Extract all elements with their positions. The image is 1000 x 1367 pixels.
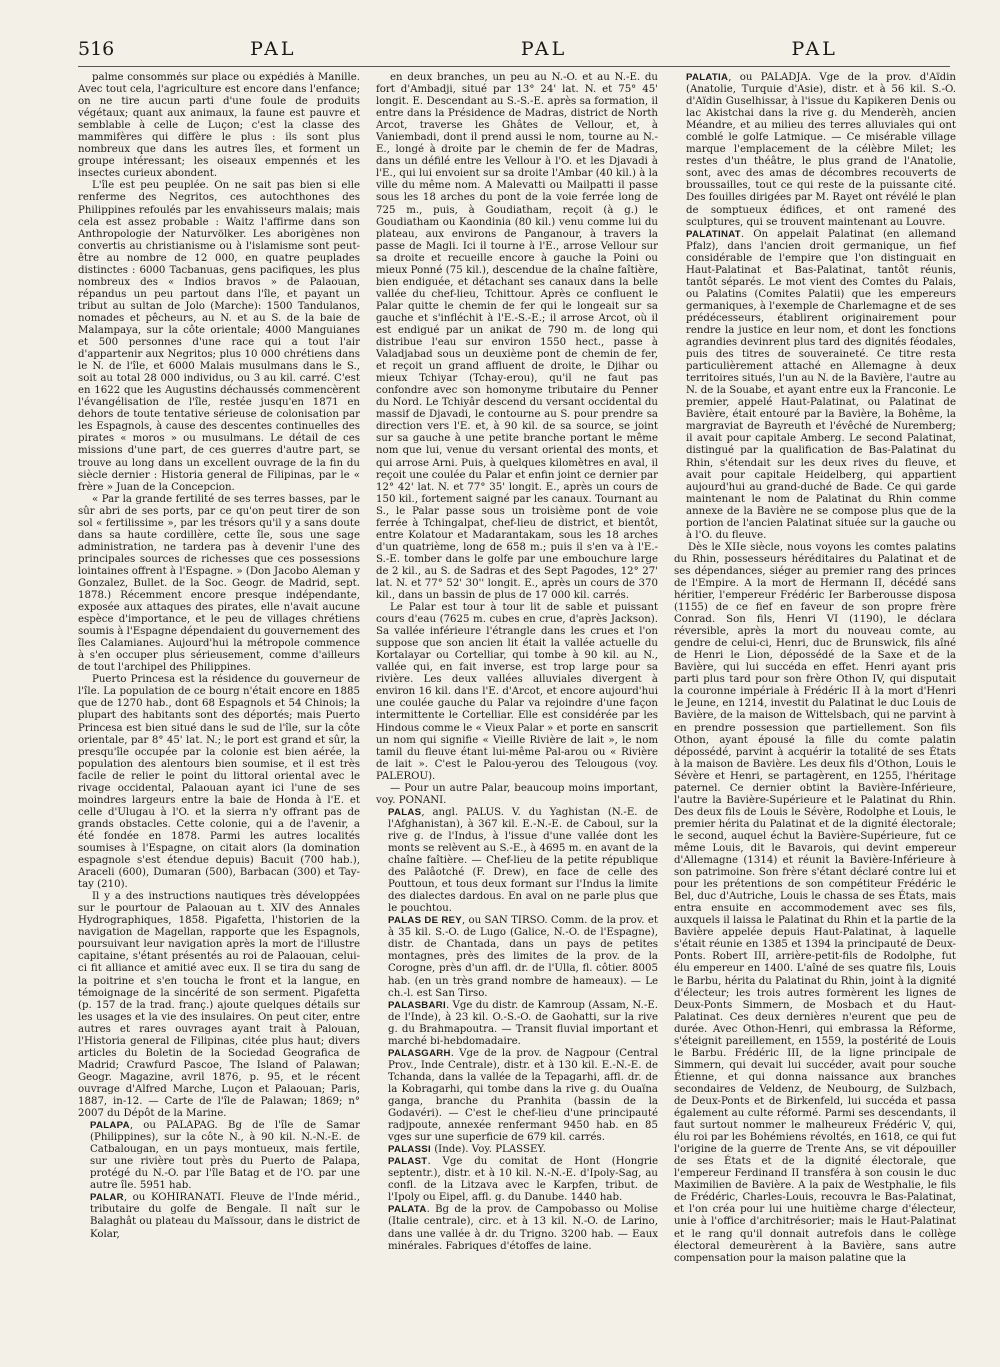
dictionary-entry	[78, 1120, 360, 1192]
dictionary-entry	[674, 72, 956, 229]
text-columns	[78, 72, 956, 1347]
entry-text: , angl. PALUS. V. du Yaghistan (N.-E. de l'Afghanistan), à 367 kil. E.-N.-E. de Caboul, sur la rive g. de l'Indus, à l'issue d'une vallée dont les monts se relèvent au S.-E., à 4695 m. en avant de la chaîne faîtière. — Chef-lieu de la petite république des Palâotché (F. Drew), en face de celle des Pouttoun, et tous deux formant sur l'Indus la limite des dialectes dardous. En aval on ne parle plus que le pouchtou.	[388, 806, 658, 915]
entry-term: PALASGARH	[388, 1047, 451, 1059]
running-head-left: PAL	[250, 38, 297, 60]
body-paragraph: L'île est peu peuplée. On ne sait pas bien si elle renferme des Negritos, ces autochthones des Philippines refoulés par les envahisseurs malais; mais cela est assez probable : Waitz l'affirme dans son Anthropologie der Naturvölker. Les aborigènes non convertis au christianisme ou à l'islamisme sont peut-être au nombre de 12 000, en quatre peuplades distinctes : 6000 Tacbanuas, gens pacifiques, les plus nombreux des « Indios bravos » de Palaouan, répandus un peu partout dans l'île, et payant un tribut au sultan de Jolo (Marche): 1500 Tandulanos, nomades et pêcheurs, au N. et au S. de la baie de Malampaya, sur la côte orientale; 4000 Manguianes et 500 personnes d'une race qui a tout l'air d'appartenir aux Negritos; plus 10 000 chrétiens dans le N. de l'île, et 6000 Malais musulmans dans le S., soit au total 28 000 individus, ou 3 au kil. carré. C'est en 1622 que les Augustins déchaussés commencèrent l'évangélisation de l'île, restée jusqu'en 1871 en dehors de toute tentative sérieuse de colonisation par les Espagnols, à cause des descentes continuelles des pirates « moros » ou musulmans. Le détail de ces missions d'une part, de ces guerres d'autre part, se trouve au long dans un excellent ouvrage de la fin du siècle dernier : Historia general de Filipinas, par le « frère » Juan de la Concepcion.	[78, 180, 360, 493]
dictionary-entry	[376, 807, 658, 915]
entry-term: PALATINAT	[686, 228, 741, 240]
entry-term: PALAST	[388, 1156, 428, 1168]
body-paragraph: Le Palar est tour à tour lit de sable et puissant cours d'eau (7625 m. cubes en crue, d'après Jackson). Sa vallée inférieure l'étrangle dans les crues et l'on suppose que son ancien lit était la vallée actuelle du Kortalayar ou Cortelliar, qui tombe à 90 kil. au N., vallée qui, en fait inverse, est trop large pour sa rivière. Les deux vallées alluviales divergent à environ 16 kil. dans l'E. d'Arcot, et encore aujourd'hui une coulée gauche du Palar va rejoindre d'une façon intermittente le Cortelliar. Elle est considérée par les Hindous comme le « Vieux Palar » et porte en sanscrit un nom qui signifie « Vieille Rivière de lait », le nom tamil du fleuve étant lui-même Pal-arou ou « Rivière de lait ». C'est le Palou-yerou des Telougous (voy. PALEROU).	[376, 602, 658, 782]
entry-text: , ou SAN TIRSO. Comm. de la prov. et à 35 kil. S.-O. de Lugo (Galice, N.-O. de l'Espagne), distr. de Chantada, dans un pays de petites montagnes, près des limites de la prov. de la Corogne, près d'un affl. dr. de l'Ulla, fl. côtier. 8005 hab. (en un très grand nombre de hameaux). — Le ch.-l. est San Tirso.	[388, 915, 658, 999]
entry-text: , ou PALAPAG. Bg de l'île de Samar (Philippines), sur la côte N., à 90 kil. N.-N.-E. de Catbalougan, en un pays montueux, mais fertile, sur une rivière tout près du Puerto de Palapa, protégé du N.-O. par l'île Batag et de l'O. par une autre île. 5951 hab.	[90, 1120, 360, 1192]
entry-text: (Inde). Voy. PLASSEY.	[430, 1144, 547, 1156]
body-paragraph: « Par la grande fertilité de ses terres basses, par le sûr abri de ses ports, par ce qu'on peut tirer de son sol « fertilissime », par les trésors qu'il y a sans doute dans sa haute cordillère, cette île, sous une sage administration, ne tardera pas à devenir l'une des principales sources de richesses que ces possessions lointaines offrent à l'Espagne. » (Don Jacobo Aleman y Gonzalez, Bullet. de la Soc. Geogr. de Madrid, sept. 1878.) Récemment encore presque indépendante, exposée aux attaques des pirates, elle n'avait aucune espèce d'importance, et le peu de villages chrétiens soumis à l'Espagne dépendaient du gouvernement des îles Calamianes. Aujourd'hui la métropole commence à s'en occuper plus sérieusement, comme d'ailleurs de tout l'archipel des Philippines.	[78, 493, 360, 674]
entry-term: PALASBARI	[388, 999, 446, 1011]
header-rule	[78, 66, 950, 67]
dictionary-entry	[78, 1192, 360, 1240]
entry-text: . Vge de la prov. de Nagpour (Central Prov., Inde Centrale), distr. et à 130 kil. E.-N.-E. de Tchanda, dans la vallée de la Tepagarhi, affl. dr. de la Kobragarhi, qui tombe dans la rive g. du Ouaïna ganga, branche du Pranhita (bassin de la Godavéri). — C'est le chef-lieu d'une principauté radjpoute, annexée renfermant 9450 hab. en 85 vges sur une superficie de 679 kil. carrés.	[388, 1047, 658, 1144]
column-3	[674, 72, 956, 1347]
entry-text: . Vge du distr. de Kamroup (Assam, N.-E. de l'Inde), à 23 kil. O.-S.-O. de Gaohatti, sur la rive g. du Brahmapoutra. — Transit fluvial important et marché bi-hebdomadaire.	[388, 999, 658, 1047]
page-number: 516	[78, 38, 115, 60]
page-header	[78, 38, 950, 68]
dictionary-entry	[376, 1144, 658, 1156]
column-1	[78, 72, 360, 1347]
body-paragraph: Dès le XIIe siècle, nous voyons les comtes palatins du Rhin, possesseurs héréditaires du Palatinat et de ses dépendances, siéger au premier rang des princes de l'Empire. A la mort de Hermann II, décédé sans héritier, l'empereur Frédéric Ier Barberousse disposa (1155) de ce fief en faveur de son propre frère Conrad. Son fils, Henri VI (1190), le déclara réversible, après la mort du nouveau comte, au gendre de celui-ci, Henri, duc de Brunswick, fils aîné de Henri le Lion, dépossédé de la Saxe et de la Bavière, qui lui succéda en effet. Henri ayant pris parti plus tard pour son frère Othon IV, qui disputait la couronne impériale à Frédéric II à la mort d'Henri le Jeune, en 1214, investit du Palatinat le duc Louis de Bavière, de la maison de Wittelsbach, qui ne parvint à en prendre possession que partiellement. Son fils Othon, ayant épousé la fille du comte palatin dépossédé, parvint à acquérir la totalité de ses États à la maison de Bavière. Les deux fils d'Othon, Louis le Sévère et Henri, se partagèrent, en 1255, l'héritage paternel. Ce dernier obtint la Bavière-Inférieure, l'autre la Bavière-Supérieure et le Palatinat du Rhin. Des deux fils de Louis le Sévère, Rodolphe et Louis, le premier hérita du Palatinat et de la dignité électorale; le second, auquel échut la Bavière-Supérieure, fut ce même Louis, dit le Bavarois, qui devint empereur d'Allemagne (1314) et réunit la Bavière-Inférieure à son patrimoine. Son frère s'étant déclaré contre lui et pour les prétentions de son compétiteur Frédéric le Bel, duc d'Autriche, Louis le chassa de ses États, mais entra ensuite en accommodement avec ses fils, auxquels il laissa le Palatinat du Rhin et la partie de la Bavière appelée depuis Haut-Palatinat, à laquelle s'était réunie en 1385 et 1394 la principauté de Deux-Ponts. Robert III, arrière-petit-fils de Rodolphe, fut élu empereur en 1400. L'aîné de ses quatre fils, Louis le Barbu, hérita du Palatinat du Rhin, joint à la dignité d'électeur; les trois autres formèrent les lignes de Deux-Ponts Simmern, de Mosbach et du Haut-Palatinat. Ces deux dernières n'eurent que peu de durée. Avec Othon-Henri, qui embrassa la Réforme, s'éteignit pareillement, en 1559, la postérité de Louis le Barbu. Frédéric III, de la ligne principale de Simmern, qui devait lui succéder, avait pour souche Étienne, et qui donna naissance aux branches secondaires de Veldenz, de Neubourg, de Sulzbach, de Deux-Ponts et de Birkenfeld, lui succéda et passa également au culte réformé. Parmi ses descendants, il faut surtout nommer le malheureux Frédéric V, qui, élu roi par les Bohémiens révoltés, en 1618, ce qui fut l'origine de la guerre de Trente Ans, se vit dépouiller de ses États et de la dignité électorale, que l'empereur Ferdinand II transféra à son cousin le duc Maximilien de Bavière. A la paix de Westphalie, le fils de Frédéric, Charles-Louis, recouvra le Bas-Palatinat, et l'on créa pour lui une huitième charge d'électeur, unie à l'office d'architrésorier; mais le Haut-Palatinat et le rang qu'il donnait autrefois dans le collège électoral demeurèrent à la Bavière, sans autre compensation pour la maison palatine que la	[674, 541, 956, 1264]
dictionary-entry	[376, 1204, 658, 1252]
entry-text: . Bg de la prov. de Campobasso ou Molise (Italie centrale), circ. et à 13 kil. N.-O. de Larino, dans une vallée à dr. du Trigno. 3200 hab. — Eaux minérales. Fabriques d'étoffes de laine.	[388, 1204, 658, 1252]
body-paragraph: en deux branches, un peu au N.-O. et au N.-E. du fort d'Ambadji, situé par 13° 24' lat. N. et 75° 45' longit. E. Descendant au S.-S.-E. après sa formation, il entre dans la Présidence de Madras, district de North Arcot, traverse les Ghâtes de Vellour, et, à Vaniembadi, dont il prend aussi le nom, tourne au N.-E., longé à droite par le chemin de fer de Madras, dans un défilé entre les Vellour à l'O. et les Djavadi à l'E., qui lui envoient sur sa droite l'Ambar (40 kil.) à la ville du même nom. A Malevatti ou Mailpatti il passe sous les 18 arches du pont de la voie ferrée long de 725 m., puis, à Goudiatham, reçoit (à g.) le Goudiatham ou Kaondinia (80 kil.) venu comme lui du plateau, aux environs de Panganour, à travers la passe de Magli. Ici il tourne à l'E., arrose Vellour sur sa droite et recueille encore à gauche la Poini ou mieux Ponné (75 kil.), descendue de la chaîne faîtière, bien endiguée, et détachant ses canaux dans la belle vallée du chef-lieu, Tchittour. Après ce confluent le Palar quitte le chemin de fer qui le longeait sur sa gauche et s'infléchit à l'E.-S.-E.; il arrose Arcot, où il est endigué par un anikat de 790 m. de long qui distribue l'eau sur environ 1550 hect., passe à Valadjabad sous un deuxième pont de chemin de fer, et reçoit un grand affluent de droite, le Djihar ou mieux Tchiyar (Tchay-erou), qu'il ne faut pas confondre avec son homonyme tributaire du Penner du Nord. Le Tchiyâr descend du versant occidental du massif de Djavadi, le contourne au S. pour prendre sa direction vers l'E. et, à 90 kil. de sa source, se joint sur sa gauche à une petite branche portant le même nom que lui, venue du versant oriental des monts, et qui arrose Arni. Puis, à quelques kilomètres en aval, il reçoit une coulée du Palar et enfin joint ce dernier par 12° 42' lat. N. et 77° 35' longit. E., après un cours de 150 kil., fortement saigné par les canaux. Tournant au S., le Palar passe sous un troisième pont de voie ferrée à Tchingalpat, chef-lieu de district, et bientôt, entre Kolatour et Madarantakam, sous les 18 arches d'un quatrième, long de 658 m.; puis il s'en va à l'E.-S.-E. tomber dans le golfe par une embouchure large de 2 kil., au S. de Sadras et des Sept Pagodes, 12° 27' lat. N. et 77° 52' 30'' longit. E., après un cours de 370 kil., dans un bassin de plus de 17 000 kil. carrés.	[376, 72, 658, 602]
dictionary-entry	[376, 1156, 658, 1204]
entry-term: PALASSI	[388, 1144, 431, 1156]
body-paragraph: Puerto Princesa est la résidence du gouverneur de l'île. La population de ce bourg n'était encore en 1885 que de 1270 hab., dont 68 Espagnols et 54 Chinois; la plupart des habitants sont des déportés; mais Puerto Princesa est bien situé dans le sud de l'île, sur la côte orientale, par 8° 45' lat. N.; le port est grand et sûr, la presqu'île occupée par la colonie est bien aérée, la population des alentours bien soumise, et il est très facile de relier le point du littoral oriental avec le rivage occidental, Palaouan ayant ici l'une de ses moindres largeurs entre la baie de Honda à l'E. et celle d'Ulugau à l'O. et la sierra n'y offrant pas de grands obstacles. Cette colonie, qui a de l'avenir, a été fondée en 1878. Parmi les autres localités soumises à l'Espagne, on citait alors (la domination espagnole s'est étendue depuis) Bacuit (700 hab.), Araceli (600), Dumaran (500), Barbacan (300) et Tay-tay (210).	[78, 674, 360, 891]
dictionary-entry	[376, 1000, 658, 1048]
dictionary-entry	[376, 915, 658, 999]
entry-text: , ou PALADJA. Vge de la prov. d'Aïdin (Anatolie, Turquie d'Asie), distr. et à 56 kil. S.-O. d'Aïdin Guselhissar, à l'issue du Kapikeren Denis ou lac Akistchai dans la rive g. du Menderèh, ancien Méandre, et au milieu des terres alluviales qui ont comblé le golfe Latmique. — Ce misérable village marque l'emplacement de la célèbre Milet; les restes d'un théâtre, le plus grand de l'Anatolie, sont, avec des amas de décombres recouverts de broussailles, tout ce qui reste de la puissante cité. Des fouilles dirigées par M. Rayet ont révélé le plan de somptueux édifices, et ont ramené des sculptures, qui se trouvent maintenant au Louvre.	[686, 72, 956, 228]
dictionary-entry	[674, 229, 956, 542]
column-2	[376, 72, 658, 1347]
running-head-center: PAL	[520, 38, 568, 60]
entry-term: PALATA	[388, 1204, 427, 1216]
entry-term: PALAS DE REY	[388, 915, 462, 927]
body-paragraph: palme consommés sur place ou expédiés à Manille. Avec tout cela, l'agriculture est encore dans l'enfance; on ne tire aucun parti d'une foule de produits végétaux; quant aux animaux, la faune est pauvre et semblable à celle de Luçon; c'est la classe des mammifères qui diffère le plus : ils sont plus nombreux que dans les autres îles, et forment un groupe intéressant; les oiseaux empennés et les insectes curieux abondent.	[78, 72, 360, 180]
body-paragraph: — Pour un autre Palar, beaucoup moins important, voy. PONANI.	[376, 782, 658, 806]
entry-term: PALAPA	[90, 1120, 130, 1132]
entry-text: , ou KOHIRANATI. Fleuve de l'Inde mérid., tributaire du golfe de Bengale. Il naît sur le Balaghât ou plateau du Maïssour, dans le district de Kolar,	[90, 1192, 360, 1240]
entry-term: PALAR	[90, 1192, 124, 1204]
entry-text: . Vge du comitat de Hont (Hongrie septentr.), distr. et à 10 kil. N.-N.-E. d'Ipoly-Sag, au confl. de la Litzava avec le Karpfen, tribut. de l'Ipoly ou Eipel, affl. g. du Danube. 1440 hab.	[388, 1156, 658, 1204]
entry-term: PALATIA	[686, 72, 729, 83]
entry-term: PALAS	[388, 806, 422, 818]
body-paragraph: Il y a des instructions nautiques très développées sur le pourtour de Palaouan au t. XIV des Annales Hydrographiques, 1858. Pigafetta, l'historien de la navigation de Magellan, rapporte que les Espagnols, poursuivant leur navigation après la mort de l'illustre capitaine, s'étant présentés au roi de Palaouan, celui-ci fit alliance et amitié avec eux. Il se tira du sang de la poitrine et s'en toucha le front et la langue, en témoignage de la sincérité de son serment. Pigafetta (p. 157 de la trad. franç.) ajoute quelques détails sur les usages et la vie des insulaires. On peut citer, entre autres et rares ouvrages ayant trait à Palouan, l'Historia general de Filipinas, citée plus haut; divers articles du Boletin de la Sociedad Geografica de Madrid; Crawfurd Pascoe, The Island of Palawan; Geogr. Magazine, avril 1876, p. 95, et le récent ouvrage d'Alfred Marche, Luçon et Palaouan; Paris, 1887, in-12. — Carte de l'île de Palawan; 1869; n° 2007 du Dépôt de la Marine.	[78, 891, 360, 1120]
running-head-right: PAL	[791, 38, 838, 60]
entry-text: . On appelait Palatinat (en allemand Pfalz), dans l'ancien droit germanique, un fief considérable de l'empire que l'on distinguait en Haut-Palatinat et Bas-Palatinat, tantôt réunis, tantôt séparés. Le mot vient des Comtes du Palais, ou Palatins (Comites Palatii) que les empereurs germaniques, à l'exemple de Charlemagne et de ses prédécesseurs, établirent originairement pour rendre la justice en leur nom, et dont les fonctions agrandies devinrent plus tard des dignités féodales, puis des titres de souveraineté. Ce titre resta particulièrement attaché en Allemagne à deux territoires situés, l'un au N. de la Bavière, l'autre au N. de la Souabe, et ayant entre eux la Franconie. Le premier, appelé Haut-Palatinat, ou Palatinat de Bavière, était entouré par la Bavière, la Bohême, la margraviat de Bayreuth et l'évêché de Nuremberg; il avait pour capitale Amberg. Le second Palatinat, distingué par la qualification de Bas-Palatinat du Rhin, s'étendait sur les deux rives du fleuve, et avait pour capitale Heidelberg, qui appartient aujourd'hui au grand-duché de Bade. Ce qui garde maintenant le nom de Palatinat du Rhin comme annexe de la Bavière ne se compose plus que de la portion de l'ancien Palatinat située sur la gauche ou à l'O. du fleuve.	[686, 228, 956, 541]
dictionary-entry	[376, 1048, 658, 1144]
